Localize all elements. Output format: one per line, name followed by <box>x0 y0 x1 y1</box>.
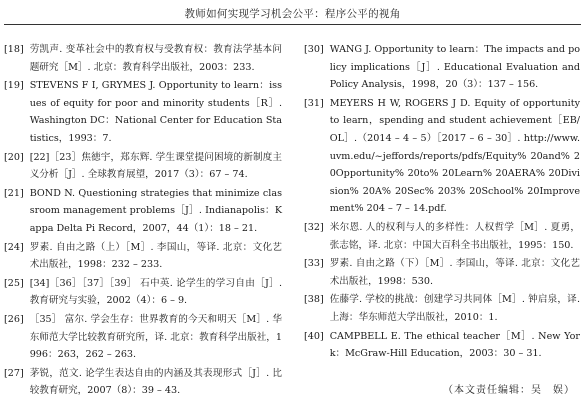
reference-item <box>304 328 580 363</box>
reference-text: STEVENS F I, GRYMES J. Opportunity to learn：issues of equity for poor and minority students［R］. Washington DC：National Center for Education Statistics，1993：7. <box>29 80 282 144</box>
reference-text: 劳凯声. 变革社会中的教育权与受教育权：教育法学基本问题研究［M］. 北京：教育科学出版社，2003：233. <box>29 44 282 73</box>
reference-number: [32] <box>304 221 324 233</box>
reference-text: [34]［36］［37］［39］ 石中英. 论学生的学习自由［J］. 教育研究与实验，2002（4）：6 – 9. <box>29 277 282 307</box>
running-header-title: 教师如何实现学习机会公平：程序公平的视角 <box>184 8 401 20</box>
reference-item <box>4 41 282 76</box>
reference-text: 米尔恩. 人的权利与人的多样性：人权哲学［M］. 夏勇，张志铭，译. 北京：中国大百科全书出版社，1995：150. <box>329 221 580 251</box>
reference-number: [20] <box>4 151 24 163</box>
reference-item <box>304 291 580 326</box>
reference-number: [33] <box>304 258 324 270</box>
reference-number: [24] <box>4 241 24 253</box>
reference-text: MEYERS H W, ROGERS J D. Equity of opportunity to learn，spending and student achievement［EB/OL］.（2014 – 4 – 5）［2017 – 6 – 30］. http://www.uvm.edu/~jeffords/reports/pdfs/Equity% 20and% 20Opportunity% 20to% 20Learn% 20AERA% 20Division% 20A% 20Sec% 203% 20School% 20Improvement% 204 – 7 – 14.pdf. <box>329 97 580 215</box>
reference-item <box>304 41 580 94</box>
reference-item <box>4 311 282 364</box>
reference-text: 佐藤学. 学校的挑战：创建学习共同体［M］. 钟启泉，译. 上海：华东师范大学出版社，2010：1. <box>329 294 580 323</box>
references-left-column <box>4 41 282 401</box>
reference-item <box>304 255 580 290</box>
reference-number: [27] <box>4 367 24 379</box>
reference-text: 茅锐，范文. 论学生表达自由的内涵及其表现形式［J］. 比较教育研究，2007（8）：39 – 43. <box>29 367 282 397</box>
reference-item <box>4 185 282 238</box>
reference-number: [38] <box>304 294 324 306</box>
reference-text: 罗素. 自由之路（下）［M］. 李国山，等译. 北京：文化艺术出版社，1998：530. <box>329 258 580 287</box>
reference-item <box>304 219 580 254</box>
reference-item <box>4 149 282 184</box>
references-right-column <box>304 41 580 364</box>
reference-item <box>4 77 282 147</box>
reference-number: [21] <box>4 187 24 199</box>
reference-number: [31] <box>304 97 324 109</box>
reference-item <box>4 275 282 310</box>
reference-text: [22]［23］焦徳宇，郑东辉. 学生课堂提问困境的新制度主义分析［J］. 全球教育展望，2017（3）：67 – 74. <box>29 151 282 181</box>
reference-number: [30] <box>304 44 324 55</box>
reference-number: [18] <box>4 44 24 55</box>
reference-item <box>4 239 282 274</box>
reference-number: [40] <box>304 330 324 342</box>
reference-number: [26] <box>4 313 24 325</box>
header-rule <box>4 24 581 25</box>
editor-credit: （本文责任编辑：吴 娱） <box>443 385 575 396</box>
reference-text: CAMPBELL E. The ethical teacher［M］. New York：McGraw-Hill Education，2003：30 – 31. <box>329 330 580 360</box>
reference-item <box>304 95 580 218</box>
reference-number: [25] <box>4 277 24 289</box>
reference-item <box>4 365 282 400</box>
reference-text: ［35］ 富尔. 学会生存：世界教育的今天和明天［M］. 华东师范大学比较教育研究所，译. 北京：教育科学出版社，1996：263，262 – 263. <box>29 313 282 361</box>
reference-text: BOND N. Questioning strategies that minimize classroom management problems［J］. Indianapolis：Kappa Delta Pi Record，2007，44（1）：18 – 21. <box>29 187 282 234</box>
reference-text: WANG J. Opportunity to learn：The impacts and policy implications［J］. Educational Evaluation and Policy Analysis，1998，20（3）：137 – 156. <box>329 44 580 91</box>
reference-number: [19] <box>4 80 24 92</box>
reference-text: 罗素. 自由之路（上）［M］. 李国山，等译. 北京：文化艺术出版社，1998：232 – 233. <box>29 241 282 271</box>
